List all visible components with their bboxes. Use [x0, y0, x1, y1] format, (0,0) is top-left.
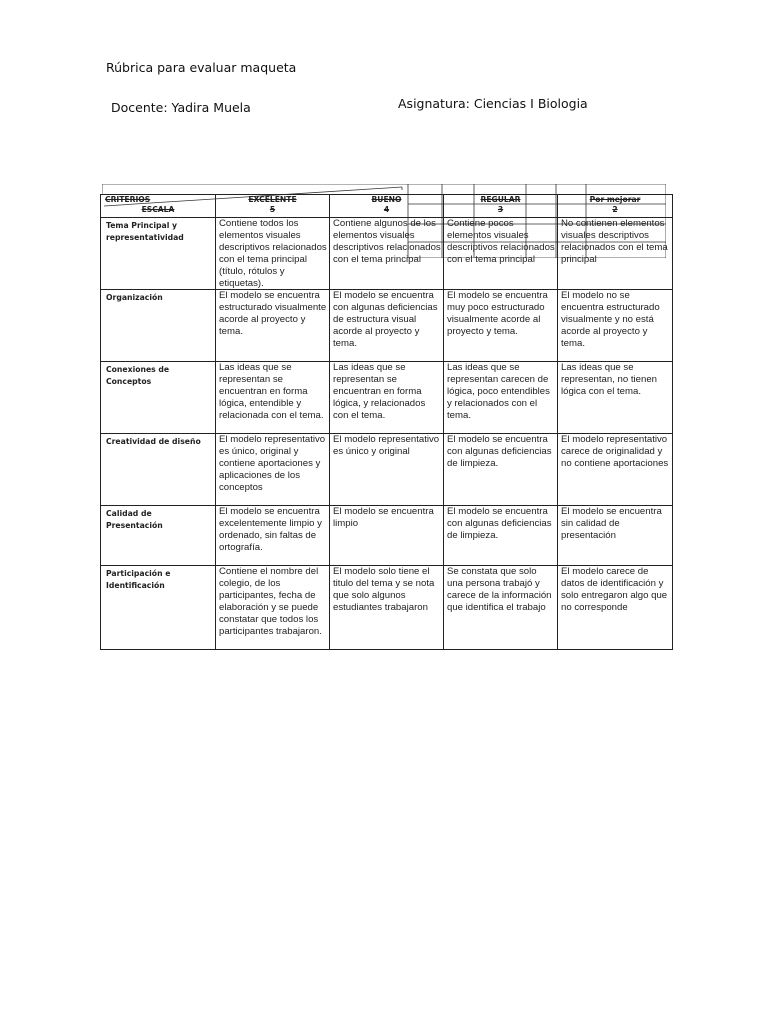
- level-header: [330, 195, 444, 218]
- criteria-scale-header: [101, 195, 216, 218]
- level-score: 2: [612, 205, 618, 214]
- rubric-table: [100, 194, 673, 650]
- criterion-cell: Organización: [101, 290, 216, 362]
- subject-label: Asignatura: Ciencias I Biologia: [398, 96, 588, 111]
- table-header-row: [101, 195, 673, 218]
- descriptor-cell: El modelo representativo carece de originalidad y no contiene aportaciones: [558, 434, 673, 506]
- descriptor-cell: El modelo se encuentra excelentemente limpio y ordenado, sin faltas de ortografía.: [216, 506, 330, 566]
- descriptor-cell: Contiene pocos elementos visuales descriptivos relacionados con el tema principal: [444, 218, 558, 290]
- document-title: Rúbrica para evaluar maqueta: [106, 60, 297, 75]
- criteria-header: CRITERIOS: [105, 195, 151, 204]
- level-header: [444, 195, 558, 218]
- scale-header: ESCALA: [141, 205, 175, 214]
- descriptor-cell: No contienen elementos visuales descriptivos relacionados con el tema principal: [558, 218, 673, 290]
- table-row: [101, 434, 673, 506]
- descriptor-cell: Se constata que solo una persona trabajó y carece de la información que identifica el trabajo: [444, 566, 558, 650]
- descriptor-cell: El modelo representativo es único y original: [330, 434, 444, 506]
- level-label: Por mejorar: [589, 195, 641, 204]
- descriptor-cell: El modelo se encuentra muy poco estructurado visualmente acorde al proyecto y tema.: [444, 290, 558, 362]
- table-row: [101, 362, 673, 434]
- level-header: [558, 195, 673, 218]
- descriptor-cell: Las ideas que se representan se encuentran en forma lógica, y relacionados con el tema.: [330, 362, 444, 434]
- descriptor-cell: El modelo representativo es único, original y contiene aportaciones y aplicaciones de los conceptos: [216, 434, 330, 506]
- descriptor-cell: Las ideas que se representan, no tienen lógica con el tema.: [558, 362, 673, 434]
- criterion-cell: Participación e Identificación: [101, 566, 216, 650]
- descriptor-cell: El modelo solo tiene el titulo del tema y se nota que solo algunos estudiantes trabajaron: [330, 566, 444, 650]
- criterion-cell: Calidad de Presentación: [101, 506, 216, 566]
- level-label: REGULAR: [480, 195, 521, 204]
- descriptor-cell: El modelo se encuentra con algunas deficiencias de estructura visual acorde al proyecto y tema.: [330, 290, 444, 362]
- descriptor-cell: El modelo se encuentra con algunas deficiencias de limpieza.: [444, 434, 558, 506]
- level-label: BUENO: [371, 195, 402, 204]
- level-label: EXCELENTE: [248, 195, 297, 204]
- criterion-cell: Tema Principal y representatividad: [101, 218, 216, 290]
- descriptor-cell: El modelo se encuentra limpio: [330, 506, 444, 566]
- table-row: [101, 218, 673, 290]
- level-header: [216, 195, 330, 218]
- table-row: [101, 506, 673, 566]
- descriptor-cell: El modelo carece de datos de identificación y solo entregaron algo que no corresponde: [558, 566, 673, 650]
- descriptor-cell: El modelo se encuentra sin calidad de presentación: [558, 506, 673, 566]
- descriptor-cell: Las ideas que se representan se encuentran en forma lógica, entendible y relacionada con el tema.: [216, 362, 330, 434]
- level-score: 5: [269, 205, 276, 214]
- table-row: [101, 290, 673, 362]
- teacher-label: Docente: Yadira Muela: [111, 100, 251, 115]
- level-score: 3: [497, 205, 504, 214]
- table-row: [101, 566, 673, 650]
- criterion-cell: Conexiones de Conceptos: [101, 362, 216, 434]
- descriptor-cell: El modelo se encuentra estructurado visualmente acorde al proyecto y tema.: [216, 290, 330, 362]
- level-score: 4: [383, 205, 390, 214]
- descriptor-cell: El modelo no se encuentra estructurado visualmente y no está acorde al proyecto y tema.: [558, 290, 673, 362]
- descriptor-cell: Las ideas que se representan carecen de lógica, poco entendibles y relacionados con el tema.: [444, 362, 558, 434]
- descriptor-cell: Contiene algunos de los elementos visuales descriptivos relacionados con el tema principal: [330, 218, 444, 290]
- descriptor-cell: El modelo se encuentra con algunas deficiencias de limpieza.: [444, 506, 558, 566]
- descriptor-cell: Contiene todos los elementos visuales descriptivos relacionados con el tema principal (título, rótulos y etiquetas).: [216, 218, 330, 290]
- criterion-cell: Creatividad de diseño: [101, 434, 216, 506]
- descriptor-cell: Contiene el nombre del colegio, de los participantes, fecha de elaboración y se puede constatar que todos los participantes trabajaron.: [216, 566, 330, 650]
